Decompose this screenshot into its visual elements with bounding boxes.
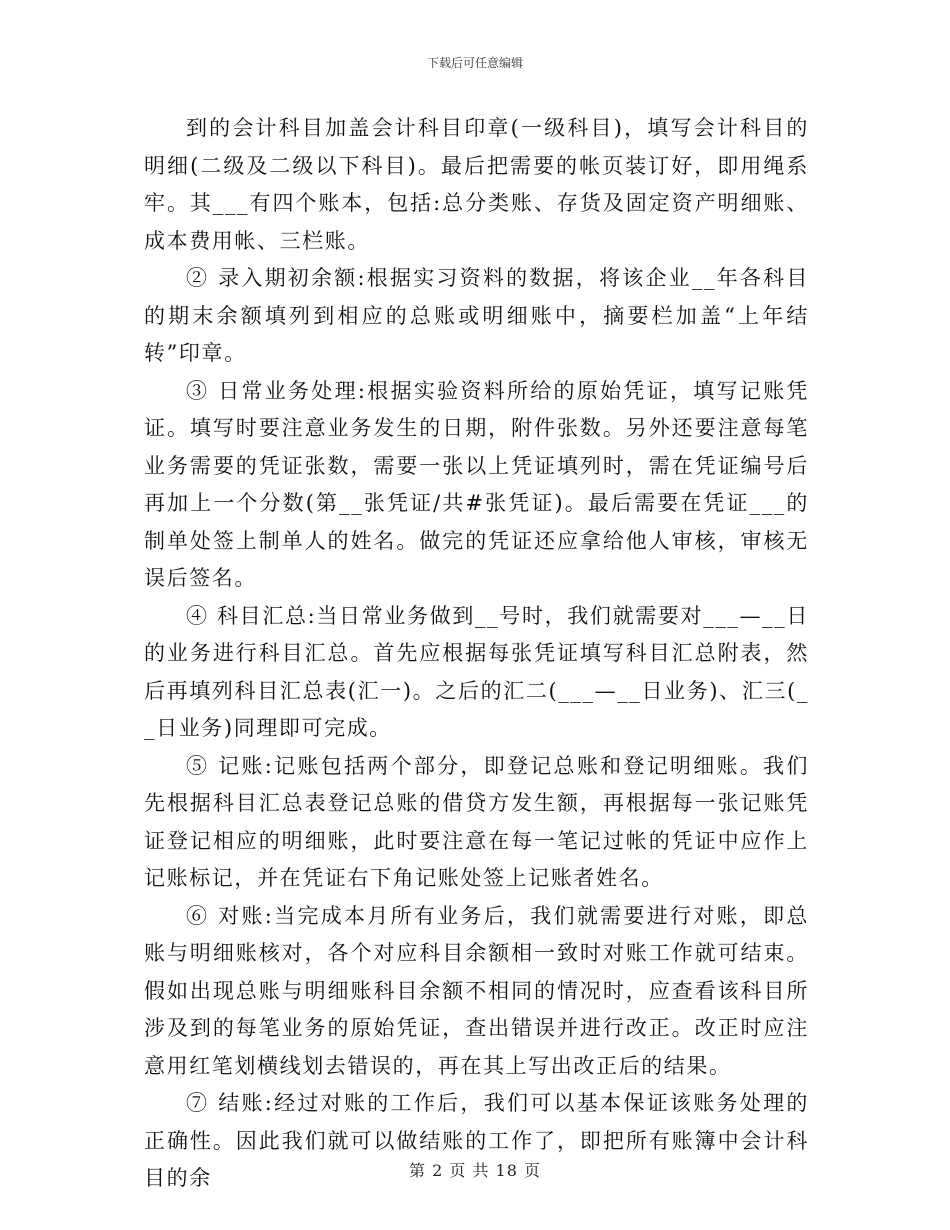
paragraph-step-5: ⑤ 记账:记账包括两个部分，即登记总账和登记明细账。我们先根据科目汇总表登记总账的借贷方发生额，再根据每一张记账凭证登记相应的明细账，此时要注意在每一笔记过帐的凭证中应作上记账标记，并在凭证右下角记账处签上记账者姓名。 <box>144 753 809 890</box>
paragraph-step-7: ⑦ 结账:经过对账的工作后，我们可以基本保证该账务处理的正确性。因此我们就可以做结账的工作了，即把所有账簿中会计科目的余 <box>144 1091 809 1190</box>
paragraph-step-3: ③ 日常业务处理:根据实验资料所给的原始凭证，填写记账凭证。填写时要注意业务发生的日期，附件张数。另外还要注意每笔业务需要的凭证张数，需要一张以上凭证填列时，需在凭证编号后再加上一个分数(第__张凭证/共#张凭证)。最后需要在凭证___的制单处签上制单人的姓名。做完的凭证还应拿给他人审核，审核无误后签名。 <box>144 378 809 590</box>
paragraph-step-4: ④ 科目汇总:当日常业务做到__号时，我们就需要对___—__日的业务进行科目汇总。首先应根据每张凭证填写科目汇总附表，然后再填列科目汇总表(汇一)。之后的汇二(___—__日业务)、汇三(__日业务)同理即可完成。 <box>144 603 809 740</box>
page-number-footer: 第 2 页 共 18 页 <box>409 1161 541 1180</box>
paragraph-step-6: ⑥ 对账:当完成本月所有业务后，我们就需要进行对账，即总账与明细账核对，各个对应科目余额相一致时对账工作就可结束。假如出现总账与明细账科目余额不相同的情况时，应查看该科目所涉及到的每笔业务的原始凭证，查出错误并进行改正。改正时应注意用红笔划横线划去错误的，再在其上写出改正后的结果。 <box>144 903 809 1078</box>
document-body <box>144 110 809 1198</box>
paragraph-step-2: ② 录入期初余额:根据实习资料的数据，将该企业__年各科目的期末余额填列到相应的总账或明细账中，摘要栏加盖“上年结转”印章。 <box>144 266 809 365</box>
paragraph-intro-continued: 到的会计科目加盖会计科目印章(一级科目)，填写会计科目的明细(二级及二级以下科目)。最后把需要的帐页装订好，即用绳系牢。其___有四个账本，包括:总分类账、存货及固定资产明细账、成本费用帐、三栏账。 <box>144 116 809 253</box>
page-header-note: 下载后可任意编辑 <box>426 56 523 70</box>
